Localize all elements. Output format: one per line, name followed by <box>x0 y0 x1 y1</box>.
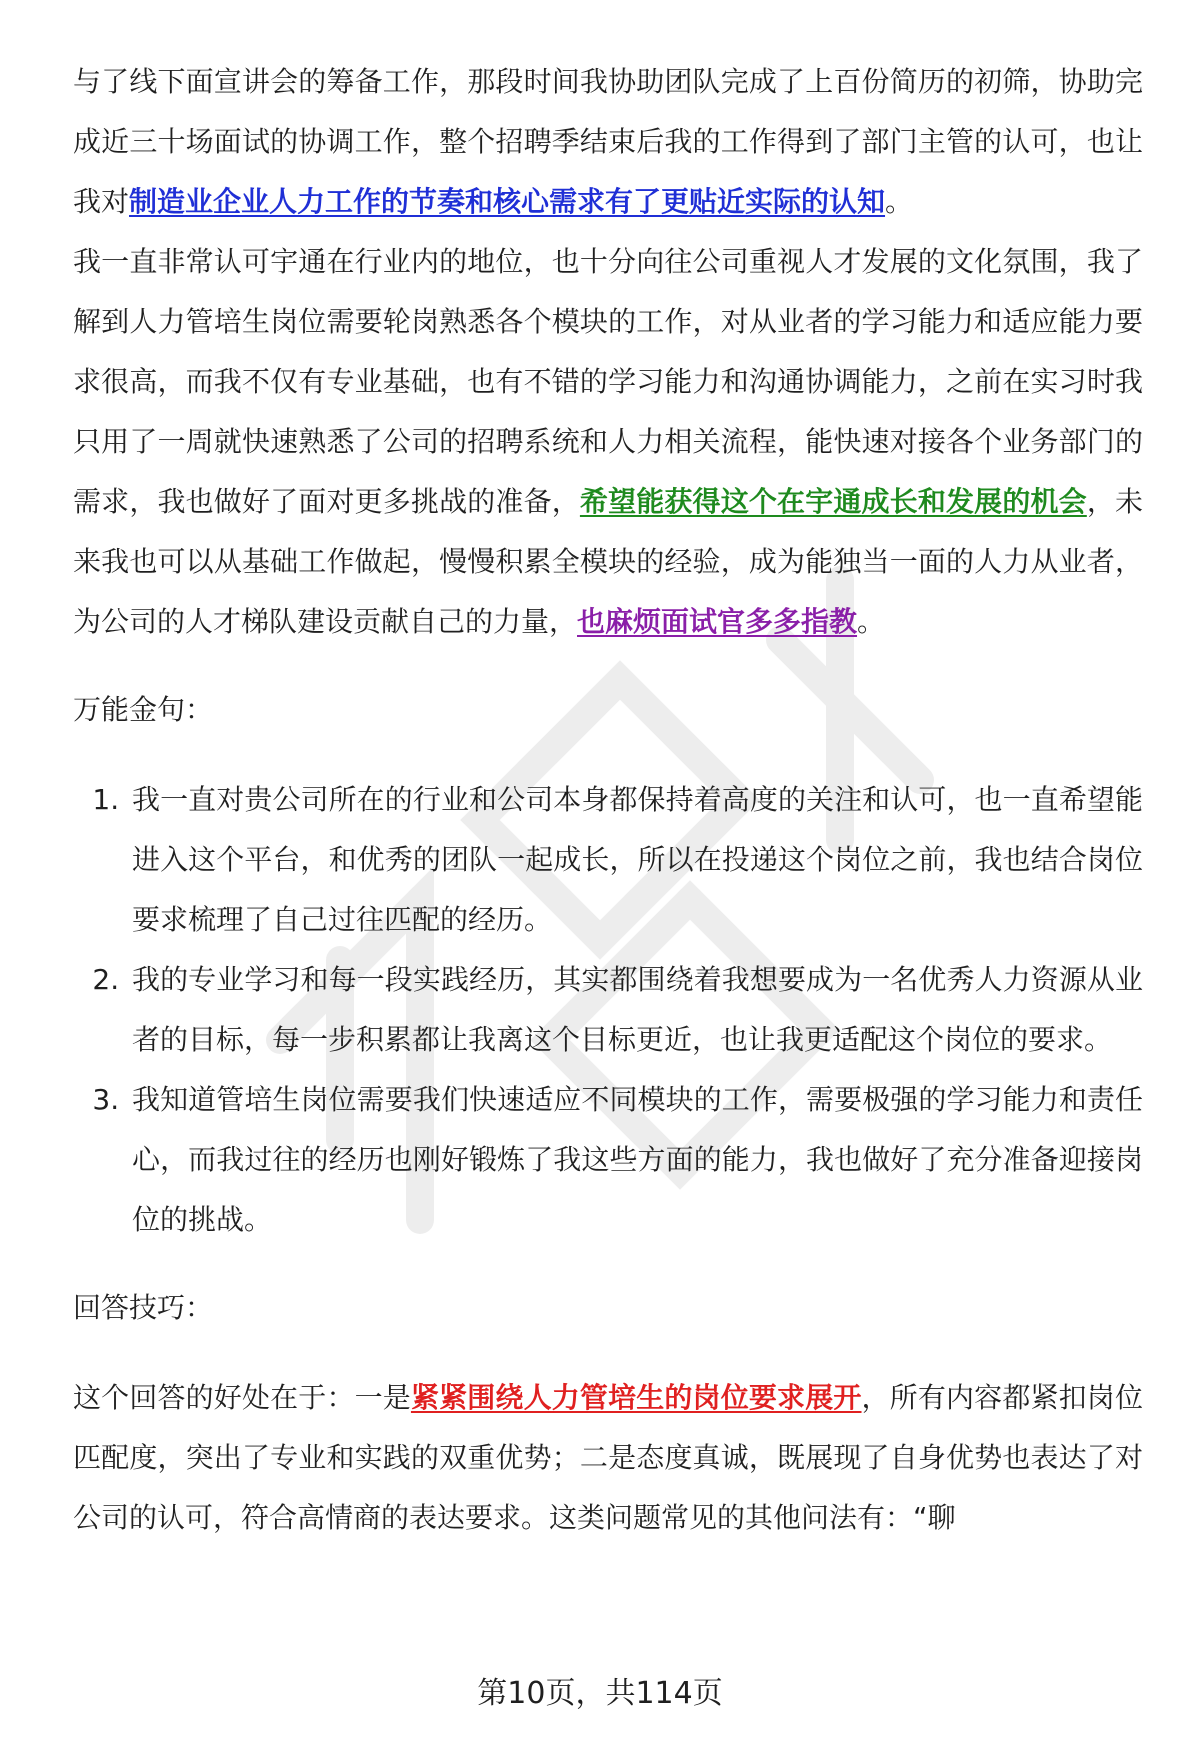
paragraph-motivation <box>73 232 1143 652</box>
list-item: 3. 我知道管培生岗位需要我们快速适应不同模块的工作，需要极强的学习能力和责任心，而我过往的经历也刚好锻炼了我这些方面的能力，我也做好了充分准备迎接岗位的挑战。 <box>128 1070 1143 1250</box>
paragraph-end: 。 <box>885 185 914 218</box>
paragraph-internship <box>73 52 1143 232</box>
page-number: 第10页，共114页 <box>477 1676 723 1711</box>
paragraph-text: 与了线下面宣讲会的筹备工作，那段时间我协助团队完成了上百份简历的初筛，协助完成近三十场面试的协调工作，整个招聘季结束后我的工作得到了部门主管的认可，也让我对 <box>73 65 1143 218</box>
highlight-red: 紧紧围绕人力管培生的岗位要求展开 <box>410 1381 862 1414</box>
golden-sentences-label: 万能金句： <box>73 693 214 726</box>
paragraph-answer-tips <box>73 1368 1143 1548</box>
golden-sentences-list <box>73 770 1143 1250</box>
paragraph-text: 这个回答的好处在于：一是 <box>73 1381 411 1414</box>
highlight-green: 希望能获得这个在宇通成长和发展的机会 <box>579 485 1087 518</box>
highlight-purple: 也麻烦面试官多多指教 <box>577 605 858 638</box>
highlight-blue: 制造业企业人力工作的节奏和核心需求有了更贴近实际的认知 <box>129 185 886 218</box>
list-item: 1. 我一直对贵公司所在的行业和公司本身都保持着高度的关注和认可，也一直希望能进入这个平台，和优秀的团队一起成长，所以在投递这个岗位之前，我也结合岗位要求梳理了自己过往匹配的经历。 <box>128 770 1143 950</box>
paragraph-text: 我一直非常认可宇通在行业内的地位，也十分向往公司重视人才发展的文化氛围，我了解到人力管培生岗位需要轮岗熟悉各个模块的工作，对从业者的学习能力和适应能力要求很高，而我不仅有专业基础，也有不错的学习能力和沟通协调能力，之前在实习时我只用了一周就快速熟悉了公司的招聘系统和人力相关流程，能快速对接各个业务部门的需求，我也做好了面对更多挑战的准备， <box>73 245 1143 518</box>
paragraph-end: 。 <box>857 605 886 638</box>
main-content <box>73 52 1143 1548</box>
paragraph-middle: ，未来我也可以从基础工作做起，慢慢积累全模块的经验，成为能独当一面的人力从业者，为公司的人才梯队建设贡献自己的力量， <box>73 485 1143 638</box>
answer-tips-label: 回答技巧： <box>73 1291 214 1324</box>
list-item: 2. 我的专业学习和每一段实践经历，其实都围绕着我想要成为一名优秀人力资源从业者的目标，每一步积累都让我离这个目标更近，也让我更适配这个岗位的要求。 <box>128 950 1143 1070</box>
paragraph-text-after: ，所有内容都紧扣岗位匹配度，突出了专业和实践的双重优势；二是态度真诚，既展现了自身优势也表达了对公司的认可，符合高情商的表达要求。这类问题常见的其他问法有：“聊 <box>73 1381 1143 1534</box>
